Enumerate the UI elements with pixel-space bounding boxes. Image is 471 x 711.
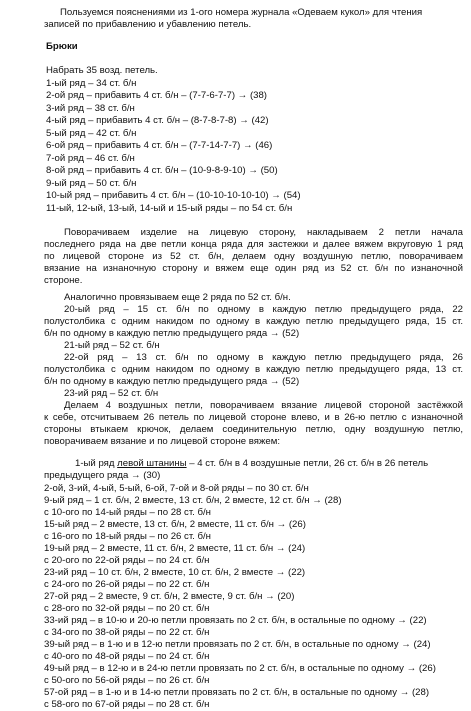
para2-line: 23-ий ряд – 52 ст. б/н xyxy=(64,388,159,399)
para2-line: полустолбика с одним накидом по одному в каждую петлю предыдущего ряда, 15 ст. xyxy=(44,316,463,327)
row-line: 4-ый ряд – прибавить 4 ст. б/н – (8-7-8-7-8) → (42) xyxy=(46,115,269,126)
row-line: 1-ый ряд – 34 ст. б/н xyxy=(46,78,137,89)
leg-row: 9-ый ряд – 1 ст. б/н, 2 вместе, 13 ст. б/н, 2 вместе, 12 ст. б/н → (28) xyxy=(44,495,342,506)
para2-line: 22-ой ряд – 13 ст. б/н по одному в каждую петлю предыдущего ряда, 26 xyxy=(64,352,463,363)
row-line: 2-ой ряд – прибавить 4 ст. б/н – (7-7-6-7-7) → (38) xyxy=(46,90,268,101)
intro-line-2: записей по прибавлению и убавлению петель. xyxy=(44,19,252,30)
leg-row: с 10-ого по 14-ый ряды – по 28 ст. б/н xyxy=(44,507,211,518)
para2-line: полустолбика с одним накидом по одному в каждую петлю предыдущего ряда, 13 ст. xyxy=(44,364,463,375)
leg-row: с 28-ого по 32-ой ряды – по 20 ст. б/н xyxy=(44,603,210,614)
cast-on-line: Набрать 35 возд. петель. xyxy=(46,65,158,76)
leg-row: с 34-ого по 38-ой ряды – по 22 ст. б/н xyxy=(44,627,210,638)
leg-row: с 20-ого по 22-ой ряды – по 24 ст. б/н xyxy=(44,555,210,566)
row-line: 10-ый ряд – прибавить 4 ст. б/н – (10-10-10-10-10) → (54) xyxy=(46,190,301,201)
row-line: 8-ой ряд – прибавить 4 ст. б/н – (10-9-8-9-10) → (50) xyxy=(46,165,278,176)
section-heading: Брюки xyxy=(46,41,78,52)
row-line: 7-ой ряд – 46 ст. б/н xyxy=(46,153,135,164)
para3-line: Делаем 4 воздушных петли, поворачиваем вязание лицевой стороной застёжкой xyxy=(64,400,463,411)
leg-row: 15-ый ряд – 2 вместе, 13 ст. б/н, 2 вместе, 11 ст. б/н → (26) xyxy=(44,519,306,530)
leg-row: с 16-ого по 18-ый ряды – по 26 ст. б/н xyxy=(44,531,211,542)
leg-row-1-continuation: предыдущего ряда → (30) xyxy=(44,470,161,481)
para1-line: вязание на изнаночную сторону и вяжем еще один ряд из 52 ст. б/н по изнаночной xyxy=(44,263,463,274)
row-line: 3-ий ряд – 38 ст. б/н xyxy=(46,103,135,114)
para2-line: б/н по одному в каждую петлю предыдущего ряда → (52) xyxy=(44,376,300,387)
leg-row: с 58-ого по 67-ой ряды – по 28 ст. б/н xyxy=(44,699,210,710)
row-line: 5-ый ряд – 42 ст. б/н xyxy=(46,128,137,139)
leg-row: 19-ый ряд – 2 вместе, 11 ст. б/н, 2 вместе, 11 ст. б/н → (24) xyxy=(44,543,306,554)
leg-row: 39-ый ряд – в 1-ю и в 12-ю петли провязать по 2 ст. б/н, в остальные по одному → (24) xyxy=(44,639,431,650)
row-line: 11-ый, 12-ый, 13-ый, 14-ый и 15-ый ряды – по 54 ст. б/н xyxy=(46,203,293,214)
leg-row: 27-ой ряд – 2 вместе, 9 ст. б/н, 2 вместе, 9 ст. б/н → (20) xyxy=(44,591,295,602)
row-line: 9-ый ряд – 50 ст. б/н xyxy=(46,178,137,189)
leg-row: 33-ий ряд – в 10-ю и 20-ю петли провязать по 2 ст. б/н, в остальные по одному → (22) xyxy=(44,615,427,626)
para2-line: Аналогично провязываем еще 2 ряда по 52 ст. б/н. xyxy=(64,292,291,303)
para2-line: 21-ый ряд – 52 ст. б/н xyxy=(64,340,160,351)
leg-row-1-prefix: 1-ый ряд xyxy=(75,458,118,469)
para3-line: к себе, отсчитываем 26 петель по лицевой стороне влево, и в 26-ю петлю с изнаночной xyxy=(44,412,463,423)
para1-line: Поворачиваем изделие на лицевую сторону, накладываем 2 петли начала xyxy=(64,227,463,238)
intro-line-1: Пользуемся пояснениями из 1-ого номера журнала «Одеваем кукол» для чтения xyxy=(60,7,423,18)
para1-line: последнего ряда на две петли конца ряда для застежки и далее вяжем вкруговую 1 ряд xyxy=(44,239,463,250)
leg-row-1 xyxy=(75,458,428,470)
para2-line: 20-ый ряд – 15 ст. б/н по одному в каждую петлю предыдущего ряда, 22 xyxy=(64,304,463,315)
leg-row: 2-ой, 3-ий, 4-ый, 5-ый, 6-ой, 7-ой и 8-ой ряды – по 30 ст. б/н xyxy=(44,483,309,494)
leg-row-1-suffix: – 4 ст. б/н в 4 воздушные петли, 26 ст. б/н в 26 петель xyxy=(186,458,429,469)
para2-line: б/н по одному в каждую петлю предыдущего ряда → (52) xyxy=(44,328,300,339)
para3-line: стороны втыкаем крючок, делаем соединительную петлю, одну воздушную петлю, xyxy=(44,424,463,435)
leg-row: с 40-ого по 48-ой ряды – по 24 ст. б/н xyxy=(44,651,210,662)
leg-row: 49-ый ряд – в 12-ю и в 24-ю петли провязать по 2 ст. б/н, в остальные по одному → (26) xyxy=(44,663,436,674)
leg-row: с 50-ого по 56-ой ряды – по 26 ст. б/н xyxy=(44,675,210,686)
para1-line: стороне. xyxy=(44,275,83,286)
leg-row: 23-ий ряд – 10 ст. б/н, 2 вместе, 10 ст. б/н, 2 вместе → (22) xyxy=(44,567,306,578)
left-leg-link: левой штанины xyxy=(117,458,187,469)
para1-line: по лицевой стороне из 52 ст. б/н, делаем одну воздушную петлю, поворачиваем xyxy=(44,251,463,262)
leg-row: 57-ой ряд – в 1-ю и в 14-ю петли провязать по 2 ст. б/н, в остальные по одному → (28) xyxy=(44,687,430,698)
row-line: 6-ой ряд – прибавить 4 ст. б/н – (7-7-14-7-7) → (46) xyxy=(46,140,273,151)
para3-line: поворачиваем вязание и по лицевой стороне вяжем: xyxy=(44,436,281,447)
leg-row: с 24-ого по 26-ой ряды – по 22 ст. б/н xyxy=(44,579,210,590)
